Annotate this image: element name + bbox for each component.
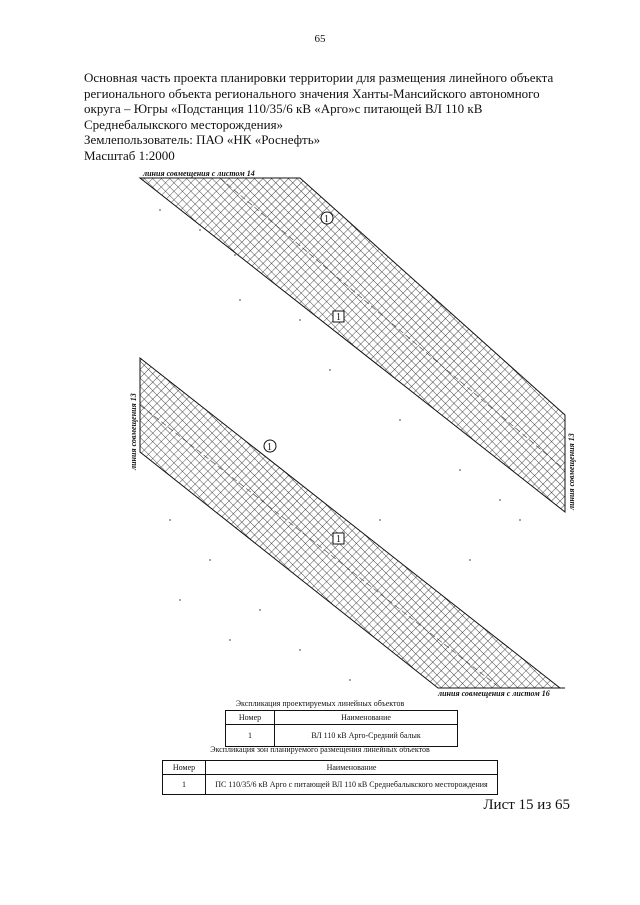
label-right: линия совмещения 13 (567, 433, 576, 510)
label-top: линия совмещения с листом 14 (143, 169, 255, 178)
table-header-cell: Номер (163, 761, 206, 775)
sheet-label: Лист 15 из 65 (483, 797, 570, 813)
table2 (162, 760, 498, 795)
scale: Масштаб 1:2000 (84, 147, 175, 163)
label-left: линия совмещения 13 (129, 393, 138, 470)
table-header-row (226, 711, 458, 725)
table-row (163, 775, 498, 795)
land-user: Землепользователь: ПАО «НК «Роснефть» (84, 132, 321, 147)
table1-caption: Экспликация проектируемых линейных объектов (235, 699, 405, 708)
label-bottom: линия совмещения с листом 16 (438, 689, 550, 698)
table-cell: ВЛ 110 кВ Арго-Средний балык (275, 725, 458, 747)
table-header-row (163, 761, 498, 775)
title-line: Среднебалыкского месторождения» (84, 116, 284, 132)
circle-marker-lower (264, 440, 276, 453)
table-row (226, 725, 458, 747)
power-line-lower (140, 405, 500, 688)
title-line: регионального объекта регионального значения Ханты-Мансийского автономного (84, 85, 540, 101)
table-header-cell: Наименование (206, 761, 498, 775)
table-header-cell: Номер (226, 711, 275, 725)
svg-text:1: 1 (324, 214, 329, 225)
title-line: Основная часть проекта планировки территории для размещения линейного объекта (84, 70, 554, 85)
square-marker-upper (333, 311, 344, 323)
table-header-cell: Наименование (275, 711, 458, 725)
svg-text:1: 1 (336, 312, 341, 323)
table-cell: ПС 110/35/6 кВ Арго с питающей ВЛ 110 кВ Среднебалыкского месторождения (206, 775, 498, 795)
table2-caption: Экспликация зон планируемого размещения линейных объектов (210, 745, 430, 754)
svg-text:1: 1 (336, 534, 341, 545)
page-number: 65 (314, 33, 326, 45)
table-cell: 1 (226, 725, 275, 747)
table-cell: 1 (163, 775, 206, 795)
table1 (225, 710, 458, 747)
square-marker-lower (333, 533, 344, 545)
title-line: округа – Югры «Подстанция 110/35/6 кВ «Арго»с питающей ВЛ 110 кВ (84, 101, 483, 116)
svg-text:1: 1 (267, 442, 272, 453)
